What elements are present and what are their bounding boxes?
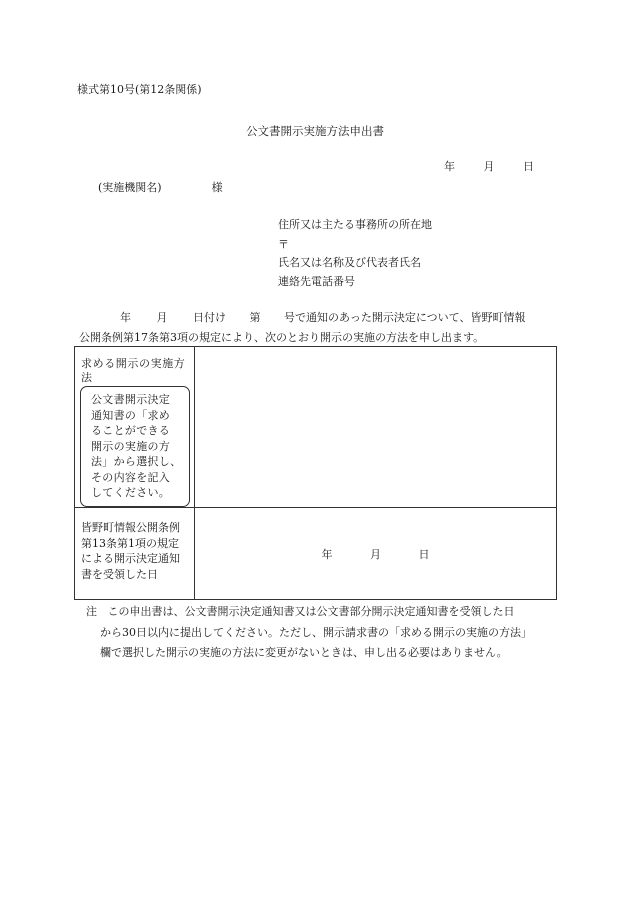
method-input-cell[interactable]	[195, 347, 557, 508]
receipt-date-cell[interactable]	[195, 508, 557, 600]
instruction-line: その内容を記入	[91, 470, 171, 484]
addressee-honorific: 様	[211, 181, 223, 194]
footnote	[86, 602, 566, 664]
instruction-line: ることができる	[91, 424, 171, 437]
instruction-line: 公文書開示決定	[91, 393, 171, 406]
applicant-postal-mark: 〒	[278, 238, 289, 251]
receipt-label-line: による開示決定通知	[81, 552, 180, 565]
submission-date	[444, 160, 534, 174]
form-number: 様式第10号(第12条関係)	[77, 83, 202, 96]
applicant-address-label: 住所又は主たる事務所の所在地	[278, 218, 432, 231]
table-row-receipt-date	[75, 508, 557, 600]
method-instructions	[80, 386, 190, 507]
body-text-line-1	[120, 311, 525, 325]
body-month: 月	[156, 311, 168, 324]
footnote-line-3: 欄で選択した開示の実施の方法に変更がないときは、申し出る必要はありません。	[100, 646, 508, 659]
instruction-line: 通知書の「求め	[91, 408, 171, 422]
body-year: 年	[120, 311, 131, 324]
date-day-label: 日	[523, 160, 534, 173]
document-title: 公文書開示実施方法申出書	[246, 124, 384, 138]
receipt-label-line: 第13条第1項の規定	[81, 536, 179, 550]
body-day: 日付け	[193, 311, 226, 324]
date-month-label: 月	[483, 160, 495, 173]
instruction-line: 法」から選択し、	[91, 455, 182, 468]
applicant-name-label: 氏名又は名称及び代表者氏名	[278, 256, 421, 269]
method-label-cell	[75, 347, 195, 508]
receipt-year-label: 年	[321, 547, 333, 561]
body-line1-rest: 号で通知のあった開示決定について、皆野町情報	[284, 311, 526, 324]
application-table	[74, 346, 557, 600]
receipt-label-cell	[75, 508, 195, 600]
receipt-label	[75, 508, 194, 582]
applicant-phone-label: 連絡先電話番号	[278, 275, 355, 288]
footnote-line-2: から30日以内に提出してください。ただし、開示請求書の「求める開示の実施の方法」	[100, 625, 532, 639]
receipt-label-line: 書を受領した日	[81, 567, 158, 581]
receipt-day-label: 日	[418, 547, 430, 561]
receipt-month-label: 月	[370, 547, 381, 561]
date-year-label: 年	[444, 160, 455, 173]
receipt-label-line: 皆野町情報公開条例	[81, 521, 180, 534]
method-label: 求める開示の実施方法	[81, 357, 186, 384]
footnote-line-1	[86, 602, 566, 623]
table-row-method	[75, 347, 557, 508]
body-number-prefix: 第	[249, 311, 261, 324]
addressee	[98, 181, 223, 195]
instruction-line: 開示の実施の方	[91, 439, 171, 453]
body-text-line-2: 公開条例第17条第3項の規定により、次のとおり開示の実施の方法を申し出ます。	[79, 331, 485, 344]
addressee-org: (実施機関名)	[98, 181, 162, 194]
footnote-text-1: この申出書は、公文書開示決定通知書又は公文書部分開示決定通知書を受領した日	[107, 605, 515, 618]
footnote-prefix: 注	[86, 605, 97, 618]
instruction-line: してください。	[91, 486, 171, 499]
